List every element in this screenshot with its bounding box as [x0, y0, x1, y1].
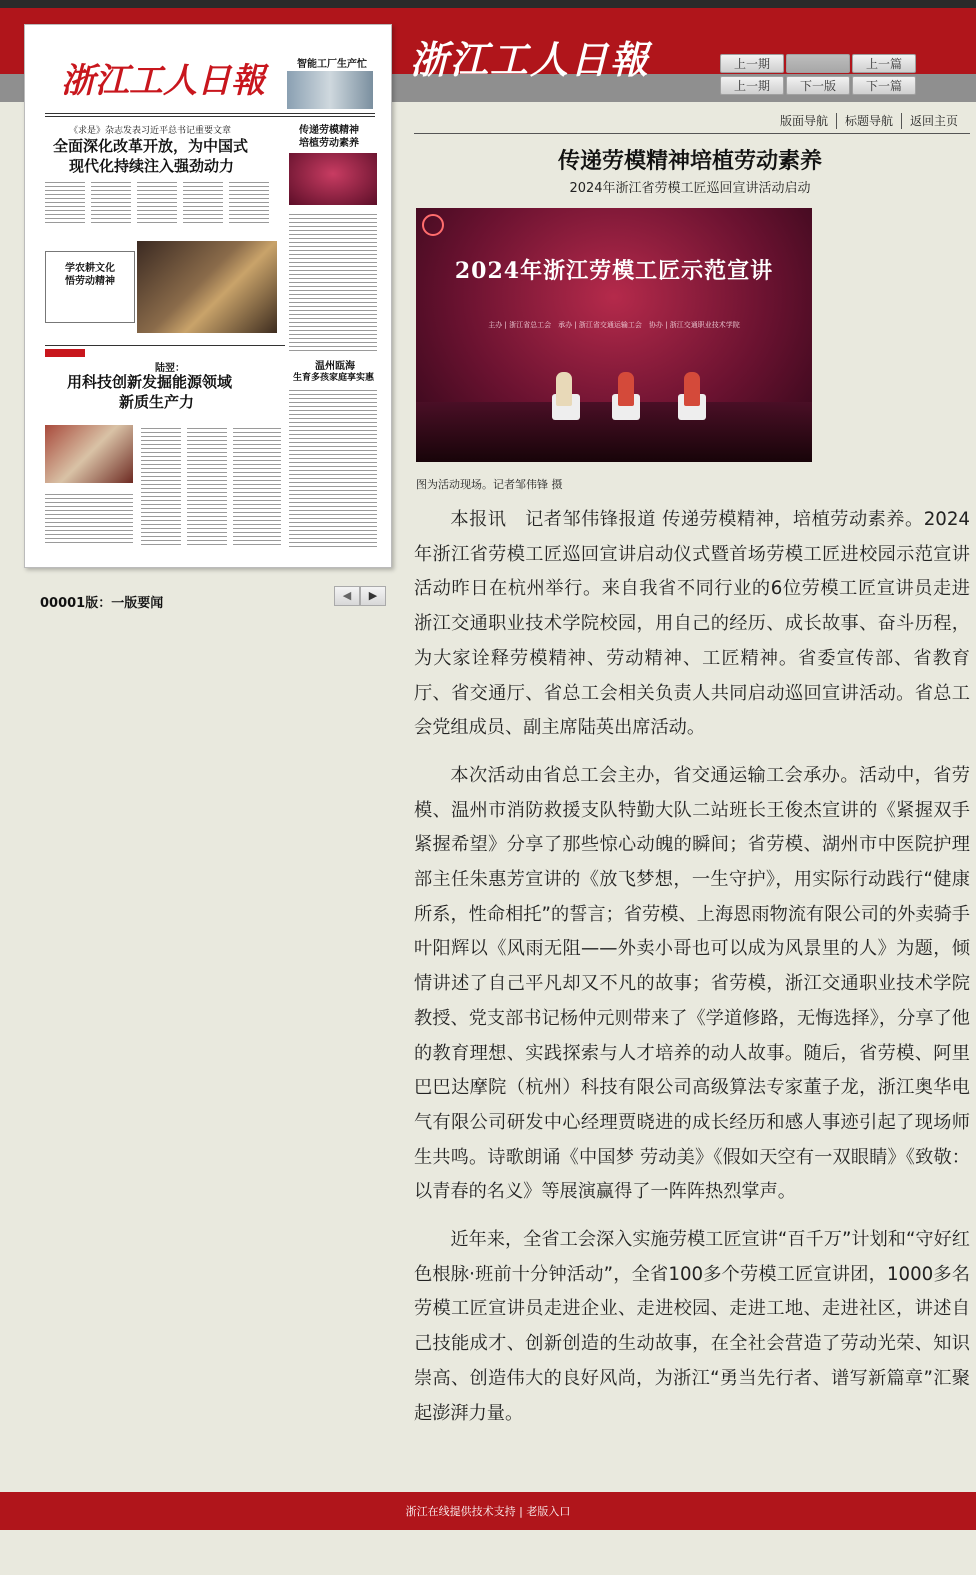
pager-prev-button[interactable]: ◀ — [334, 586, 360, 606]
page-label[interactable]: 00001版：一版要闻 — [40, 596, 164, 611]
thumbnail-lead-kicker: 《求是》杂志发表习近平总书记重要文章 — [69, 126, 232, 136]
photo-banner-text: 2024年浙江劳模工匠示范宣讲 — [454, 258, 774, 284]
page-thumbnail[interactable] — [24, 24, 392, 568]
article-paragraph: 本报讯 记者邹伟锋报道 传递劳模精神，培植劳动素养。2024年浙江省劳模工匠巡回宣讲启动仪式暨首场劳模工匠进校园示范宣讲活动昨日在杭州举行。来自我省不同行业的6位劳模工匠宣讲员走进浙江交通职业技术学院校园，用自己的经历、成长故事、奋斗历程，为大家诠释劳模精神、劳动精神、工匠精神。省委宣传部、省教育厅、省交通厅、省总工会相关负责人共同启动巡回宣讲活动。省总工会党组成员、副主席陆英出席活动。 — [414, 509, 970, 739]
thumbnail-stage-photo — [289, 153, 377, 205]
thumbnail-rule — [45, 113, 375, 114]
thumbnail-lab-photo — [45, 425, 133, 483]
thumbnail-text-column — [45, 491, 133, 545]
subnav-divider — [901, 113, 902, 129]
thumbnail-farming-photo — [137, 241, 277, 333]
article-title: 传递劳模精神培植劳动素养 — [557, 149, 822, 174]
thumbnail-mid-headline-2[interactable]: 新质生产力 — [119, 393, 195, 411]
blank-nav-button — [786, 54, 850, 73]
thumbnail-box-headline-1[interactable]: 学农耕文化 — [65, 263, 115, 274]
thumbnail-text-column — [45, 179, 85, 225]
thumbnail-text-column — [187, 425, 227, 545]
footer-links[interactable]: 浙江在线提供技术支持 | 老版入口 — [405, 1505, 571, 1518]
thumbnail-lead-headline-2[interactable]: 现代化持续注入强劲动力 — [69, 157, 235, 175]
thumbnail-rule — [45, 345, 285, 346]
masthead-logo[interactable]: 浙江工人日報 — [410, 37, 651, 82]
thumbnail-text-column — [137, 179, 177, 225]
speaker-figure — [684, 372, 700, 406]
thumbnail-text-column — [91, 179, 131, 225]
speaker-figure — [556, 372, 572, 406]
article-photo — [416, 208, 812, 462]
title-nav-link[interactable]: 标题导航 — [845, 114, 894, 128]
next-page-button[interactable]: 下一版 — [786, 76, 850, 95]
article-body — [414, 503, 970, 1444]
thumbnail-text-column — [289, 211, 377, 351]
prev-issue-button[interactable]: 上一期 — [720, 76, 784, 95]
thumbnail-mid-headline-1[interactable]: 用科技创新发掘能源领域 — [67, 373, 233, 391]
thumbnail-section-tag — [45, 349, 85, 357]
thumbnail-right2-headline-2[interactable]: 生育多孩家庭享实惠 — [293, 373, 375, 383]
union-logo-icon — [422, 214, 444, 236]
photo-caption: 图为活动现场。记者邹伟锋 摄 — [416, 478, 563, 491]
top-strip — [0, 0, 976, 8]
speaker-figure — [618, 372, 634, 406]
article-subtitle: 2024年浙江省劳模工匠巡回宣讲活动启动 — [569, 181, 811, 196]
thumbnail-rule — [45, 116, 375, 117]
thumbnail-text-column — [183, 179, 223, 225]
thumbnail-text-column — [141, 425, 181, 545]
thumbnail-factory-photo — [287, 71, 373, 109]
thumbnail-lead-headline-1[interactable]: 全面深化改革开放，为中国式 — [53, 137, 249, 155]
thumbnail-side-headline[interactable]: 智能工厂生产忙 — [297, 59, 367, 70]
subnav-divider — [836, 113, 837, 129]
thumbnail-right-headline-1[interactable]: 传递劳模精神 — [299, 125, 359, 136]
thumbnail-text-column — [233, 425, 281, 545]
thumbnail-right2-headline-1[interactable]: 温州瓯海 — [315, 361, 355, 372]
article-paragraph: 本次活动由省总工会主办，省交通运输工会承办。活动中，省劳模、温州市消防救援支队特勤大队二站班长王俊杰宣讲的《紧握双手 紧握希望》分享了那些惊心动魄的瞬间；省劳模、湖州市中医院护理部主任朱惠芳宣讲的《放飞梦想，一生守护》，用实际行动践行“健康所系，性命相托”的誓言；省劳模、上海恩雨物流有限公司的外卖骑手叶阳辉以《风雨无阻——外卖小哥也可以成为风景里的人》为题，倾情讲述了自己平凡却又不凡的故事；省劳模，浙江交通职业技术学院教授、党支部书记杨仲元则带来了《学道修路，无悔选择》，分享了他的教育理想、实践探索与人才培养的动人故事。随后，省劳模、阿里巴巴达摩院（杭州）科技有限公司高级算法专家董子龙，浙江奥华电气有限公司研发中心经理贾晓进的成长经历和感人事迹引起了现场师生共鸣。诗歌朗诵《中国梦 劳动美》《假如天空有一双眼睛》《致敬：以青春的名义》等展演赢得了一阵阵热烈掌声。 — [414, 764, 970, 1203]
header-rule — [414, 133, 970, 134]
next-article-button[interactable]: 下一篇 — [852, 76, 916, 95]
layout-nav-link[interactable]: 版面导航 — [780, 114, 829, 128]
thumbnail-text-column — [289, 387, 377, 547]
prev-issue-button-top[interactable]: 上一期 — [720, 54, 784, 73]
article-paragraph: 近年来，全省工会深入实施劳模工匠宣讲“百千万”计划和“守好红色根脉·班前十分钟活动”，全省100多个劳模工匠宣讲团，1000多名劳模工匠宣讲员走进企业、走进校园、走进工地、走进社区，讲述自己技能成才、创新创造的生动故事，在全社会营造了劳动光荣、知识崇高、创造伟大的良好风尚，为浙江“勇当先行者、谱写新篇章”汇聚起澎湃力量。 — [414, 1229, 970, 1424]
thumbnail-right-headline-2[interactable]: 培植劳动素养 — [299, 138, 359, 149]
thumbnail-text-column — [229, 179, 269, 225]
photo-banner-subtext: 主办 | 浙江省总工会 承办 | 浙江省交通运输工会 协办 | 浙江交通职业技术学院 — [488, 321, 740, 329]
thumbnail-masthead: 浙江工人日報 — [61, 61, 265, 101]
thumbnail-box-headline-2[interactable]: 悟劳动精神 — [65, 276, 115, 287]
pager-next-button[interactable]: ▶ — [360, 586, 386, 606]
home-link[interactable]: 返回主页 — [910, 114, 959, 128]
thumbnail-mid-kicker: 陆翌： — [155, 363, 185, 374]
prev-article-button[interactable]: 上一篇 — [852, 54, 916, 73]
